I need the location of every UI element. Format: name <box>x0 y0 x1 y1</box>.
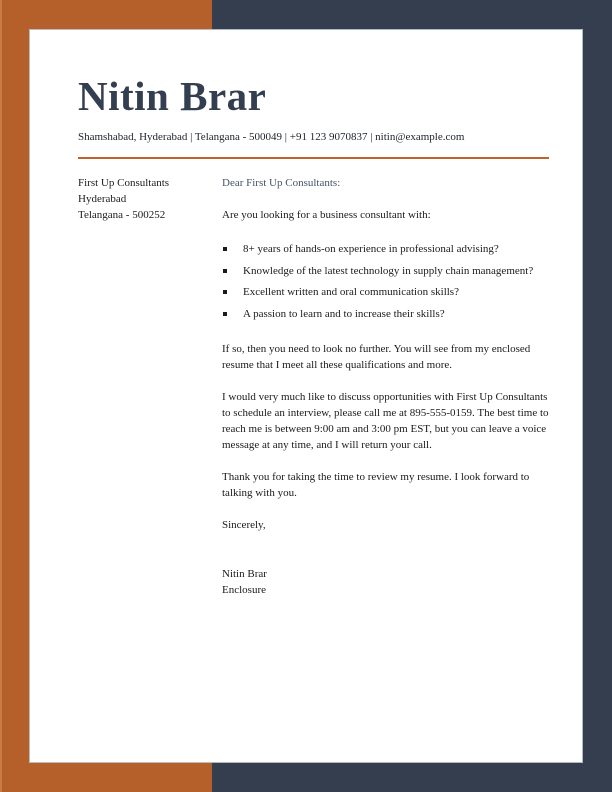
enclosure-note: Enclosure <box>222 584 266 596</box>
qualification-item <box>222 239 550 261</box>
qualification-item <box>222 282 550 304</box>
divider-rule <box>78 157 549 159</box>
author-name: Nitin Brar <box>78 73 267 119</box>
qualification-text: 8+ years of hands-on experience in professional advising? <box>243 243 499 255</box>
recipient-address <box>78 175 222 598</box>
bullet-square-icon <box>223 312 227 316</box>
greeting: Dear First Up Consultants: <box>222 177 341 189</box>
qualifications-list <box>222 239 550 325</box>
qualification-text: Excellent written and oral communication skills? <box>243 286 459 298</box>
qualification-text: Knowledge of the latest technology in supply chain management? <box>243 264 534 277</box>
closing-salutation: Sincerely, <box>222 519 266 531</box>
letter-sheet <box>30 30 582 762</box>
bullet-square-icon <box>223 290 227 294</box>
recipient-line: First Up Consultants <box>78 177 170 189</box>
qualification-item <box>222 304 550 326</box>
body-paragraph: If so, then you need to look no further. You will see from my enclosed resume that I meet all these qualifications and more. <box>222 343 531 371</box>
body-paragraph: Thank you for taking the time to review my resume. I look forward to talking with you. <box>222 471 530 499</box>
letter-body <box>222 175 550 598</box>
qualification-text: A passion to learn and to increase their skills? <box>243 307 445 320</box>
recipient-line: Telangana - 500252 <box>78 209 166 221</box>
signature-name: Nitin Brar <box>222 568 267 580</box>
body-paragraph: I would very much like to discuss opportunities with First Up Consultants to schedule an interview, please call me at 895-555-0159. The best time to reach me is between 9:00 am and 3:00 pm EST, but you can leave a voice message at any time, and I will return your call. <box>222 391 549 451</box>
recipient-line: Hyderabad <box>78 193 127 205</box>
content-columns <box>78 175 549 598</box>
qualification-item <box>222 261 550 283</box>
bullet-square-icon <box>223 269 227 273</box>
intro-line: Are you looking for a business consultant with: <box>222 209 431 221</box>
contact-info: Shamshabad, Hyderabad | Telangana - 500049 | +91 123 9070837 | nitin@example.com <box>78 131 465 143</box>
bullet-square-icon <box>223 247 227 251</box>
